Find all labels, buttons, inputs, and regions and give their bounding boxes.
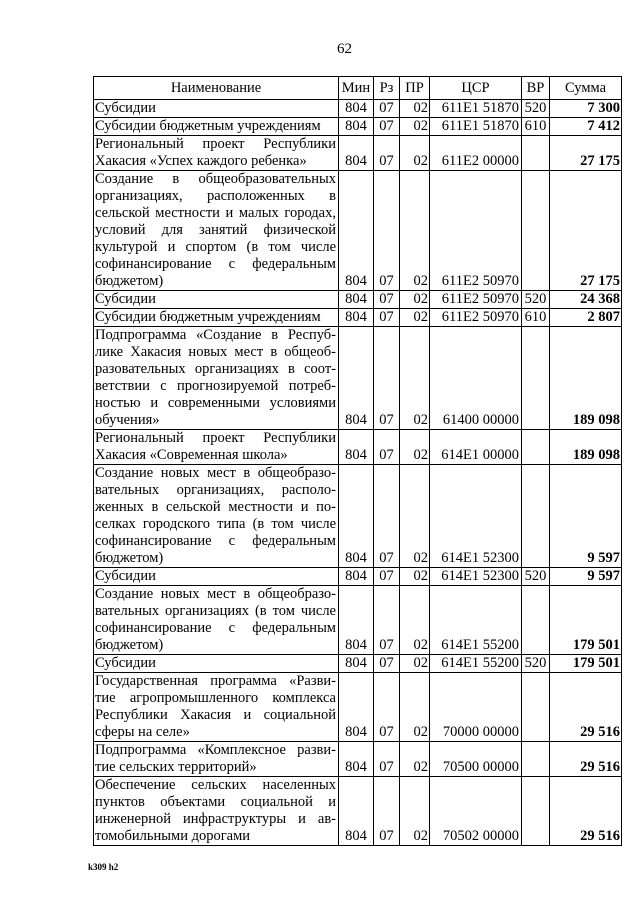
name-line: Субсидии	[95, 568, 156, 584]
sum-cell: 9 597	[550, 465, 622, 568]
csr-cell: 614E1 52300	[430, 568, 522, 586]
pr-cell: 02	[400, 777, 430, 846]
sum-cell: 24 368	[550, 291, 622, 309]
min-cell: 804	[339, 430, 374, 465]
min-cell: 804	[339, 465, 374, 568]
pr-cell: 02	[400, 568, 430, 586]
name-cell	[94, 586, 339, 655]
pr-cell: 02	[400, 465, 430, 568]
table-row	[94, 586, 622, 655]
name-cell	[94, 118, 339, 136]
vr-cell: 520	[522, 291, 550, 309]
name-cell	[94, 136, 339, 171]
table-row	[94, 327, 622, 430]
vr-cell	[522, 171, 550, 291]
table-row	[94, 568, 622, 586]
name-line: бюджетом)	[95, 273, 164, 289]
sum-cell: 29 516	[550, 673, 622, 742]
name-line: Подпрограмма «Комплексное разви-	[95, 742, 336, 758]
name-line: Хакасия «Успех каждого ребенка»	[95, 153, 307, 169]
table-row	[94, 742, 622, 777]
vr-cell	[522, 586, 550, 655]
pr-cell: 02	[400, 430, 430, 465]
name-line: софинансирование с федеральным	[95, 620, 336, 636]
pr-cell: 02	[400, 742, 430, 777]
sum-cell: 29 516	[550, 777, 622, 846]
table-row	[94, 673, 622, 742]
name-line: Создание новых мест в общеобразо-	[95, 465, 336, 481]
header-sum: Сумма	[550, 77, 622, 100]
footer-code: k309 h2	[88, 862, 119, 872]
rz-cell: 07	[374, 568, 400, 586]
sum-cell: 27 175	[550, 136, 622, 171]
csr-cell: 611E2 00000	[430, 136, 522, 171]
sum-cell: 189 098	[550, 327, 622, 430]
min-cell: 804	[339, 673, 374, 742]
csr-cell: 614E1 55200	[430, 655, 522, 673]
name-line: инженерной инфраструктуры и ав-	[95, 811, 336, 827]
name-line: Обеспечение сельских населенных	[95, 777, 336, 793]
name-line: сельской местности и малых городах,	[95, 205, 336, 221]
name-cell	[94, 777, 339, 846]
name-line: ностью и современными условиями	[95, 395, 336, 411]
min-cell: 804	[339, 309, 374, 327]
name-line: разовательных организациях в соот-	[95, 361, 336, 377]
table-row	[94, 118, 622, 136]
csr-cell: 611E2 50970	[430, 291, 522, 309]
pr-cell: 02	[400, 673, 430, 742]
csr-cell: 614E1 55200	[430, 586, 522, 655]
header-rz: Рз	[374, 77, 400, 100]
min-cell: 804	[339, 777, 374, 846]
name-cell	[94, 291, 339, 309]
csr-cell: 614E1 52300	[430, 465, 522, 568]
name-line: культурой и спортом (в том числе	[95, 239, 336, 255]
table-row	[94, 430, 622, 465]
csr-cell: 70500 00000	[430, 742, 522, 777]
name-line: Создание в общеобразовательных	[95, 171, 336, 187]
sum-cell: 179 501	[550, 655, 622, 673]
name-line: Субсидии бюджетным учреждениям	[95, 309, 321, 325]
name-line: Региональный проект Республики	[95, 136, 336, 152]
name-line: Региональный проект Республики	[95, 430, 336, 446]
rz-cell: 07	[374, 465, 400, 568]
name-line: Подпрограмма «Создание в Респуб-	[95, 327, 336, 343]
sum-cell: 7 412	[550, 118, 622, 136]
rz-cell: 07	[374, 742, 400, 777]
name-cell	[94, 673, 339, 742]
name-line: бюджетом)	[95, 550, 164, 566]
name-cell	[94, 309, 339, 327]
page-number: 62	[337, 41, 352, 57]
name-line: Субсидии	[95, 100, 156, 116]
name-line: организациях, расположенных в	[95, 188, 336, 204]
sum-cell: 27 175	[550, 171, 622, 291]
name-cell	[94, 100, 339, 118]
vr-cell: 520	[522, 568, 550, 586]
pr-cell: 02	[400, 118, 430, 136]
vr-cell	[522, 777, 550, 846]
name-cell	[94, 742, 339, 777]
pr-cell: 02	[400, 327, 430, 430]
vr-cell	[522, 136, 550, 171]
min-cell: 804	[339, 100, 374, 118]
name-cell	[94, 655, 339, 673]
rz-cell: 07	[374, 586, 400, 655]
vr-cell: 610	[522, 309, 550, 327]
pr-cell: 02	[400, 655, 430, 673]
header-name: Наименование	[94, 77, 339, 100]
name-line: Субсидии	[95, 291, 156, 307]
table-row	[94, 777, 622, 846]
name-line: Хакасия «Современная школа»	[95, 447, 288, 463]
vr-cell: 520	[522, 655, 550, 673]
min-cell: 804	[339, 327, 374, 430]
name-line: вательных организациях (в том числе	[95, 603, 336, 619]
name-cell	[94, 465, 339, 568]
sum-cell: 189 098	[550, 430, 622, 465]
table-row	[94, 100, 622, 118]
header-csr: ЦСР	[430, 77, 522, 100]
table-header	[94, 77, 622, 100]
csr-cell: 70502 00000	[430, 777, 522, 846]
vr-cell	[522, 327, 550, 430]
table-row	[94, 171, 622, 291]
name-line: Субсидии бюджетным учреждениям	[95, 118, 321, 134]
name-line: женных в сельской местности и по-	[95, 499, 336, 515]
rz-cell: 07	[374, 136, 400, 171]
name-line: тие агропромышленного комплекса	[95, 690, 336, 706]
name-cell	[94, 430, 339, 465]
min-cell: 804	[339, 586, 374, 655]
vr-cell: 610	[522, 118, 550, 136]
name-line: Субсидии	[95, 655, 156, 671]
rz-cell: 07	[374, 118, 400, 136]
header-row	[94, 77, 622, 100]
csr-cell: 611E2 50970	[430, 171, 522, 291]
name-line: ветствии с прогнозируемой потреб-	[95, 378, 336, 394]
name-line: пунктов объектами социальной и	[95, 794, 336, 810]
table-body	[94, 100, 622, 846]
min-cell: 804	[339, 118, 374, 136]
rz-cell: 07	[374, 777, 400, 846]
csr-cell: 611E1 51870	[430, 118, 522, 136]
rz-cell: 07	[374, 327, 400, 430]
min-cell: 804	[339, 171, 374, 291]
min-cell: 804	[339, 655, 374, 673]
name-line: тие сельских территорий»	[95, 759, 257, 775]
min-cell: 804	[339, 136, 374, 171]
name-line: софинансирование с федеральным	[95, 256, 336, 272]
sum-cell: 29 516	[550, 742, 622, 777]
vr-cell	[522, 742, 550, 777]
vr-cell: 520	[522, 100, 550, 118]
sum-cell: 179 501	[550, 586, 622, 655]
name-line: Государственная программа «Разви-	[95, 673, 336, 689]
pr-cell: 02	[400, 100, 430, 118]
min-cell: 804	[339, 291, 374, 309]
name-line: селках городского типа (в том числе	[95, 516, 336, 532]
table-row	[94, 291, 622, 309]
budget-table	[93, 76, 622, 846]
rz-cell: 07	[374, 655, 400, 673]
name-line: обучения»	[95, 412, 160, 428]
vr-cell	[522, 673, 550, 742]
name-line: условий для занятий физической	[95, 222, 336, 238]
header-vr: ВР	[522, 77, 550, 100]
name-line: бюджетом)	[95, 637, 164, 653]
name-line: софинансирование с федеральным	[95, 533, 336, 549]
rz-cell: 07	[374, 673, 400, 742]
sum-cell: 7 300	[550, 100, 622, 118]
rz-cell: 07	[374, 100, 400, 118]
header-pr: ПР	[400, 77, 430, 100]
csr-cell: 611E1 51870	[430, 100, 522, 118]
name-line: Республики Хакасия и социальной	[95, 707, 336, 723]
name-cell	[94, 327, 339, 430]
rz-cell: 07	[374, 309, 400, 327]
rz-cell: 07	[374, 291, 400, 309]
pr-cell: 02	[400, 136, 430, 171]
vr-cell	[522, 430, 550, 465]
name-line: лике Хакасия новых мест в общеоб-	[95, 344, 336, 360]
vr-cell	[522, 465, 550, 568]
csr-cell: 70000 00000	[430, 673, 522, 742]
pr-cell: 02	[400, 171, 430, 291]
table-row	[94, 465, 622, 568]
sum-cell: 2 807	[550, 309, 622, 327]
rz-cell: 07	[374, 430, 400, 465]
min-cell: 804	[339, 568, 374, 586]
min-cell: 804	[339, 742, 374, 777]
name-cell	[94, 171, 339, 291]
table-row	[94, 655, 622, 673]
sum-cell: 9 597	[550, 568, 622, 586]
table-row	[94, 136, 622, 171]
rz-cell: 07	[374, 171, 400, 291]
table-row	[94, 309, 622, 327]
header-min: Мин	[339, 77, 374, 100]
name-line: сферы на селе»	[95, 724, 190, 740]
name-line: томобильными дорогами	[95, 828, 251, 844]
pr-cell: 02	[400, 309, 430, 327]
name-line: Создание новых мест в общеобразо-	[95, 586, 336, 602]
pr-cell: 02	[400, 586, 430, 655]
name-line: вательных организациях, располо-	[95, 482, 336, 498]
pr-cell: 02	[400, 291, 430, 309]
name-cell	[94, 568, 339, 586]
csr-cell: 61400 00000	[430, 327, 522, 430]
csr-cell: 611E2 50970	[430, 309, 522, 327]
csr-cell: 614E1 00000	[430, 430, 522, 465]
